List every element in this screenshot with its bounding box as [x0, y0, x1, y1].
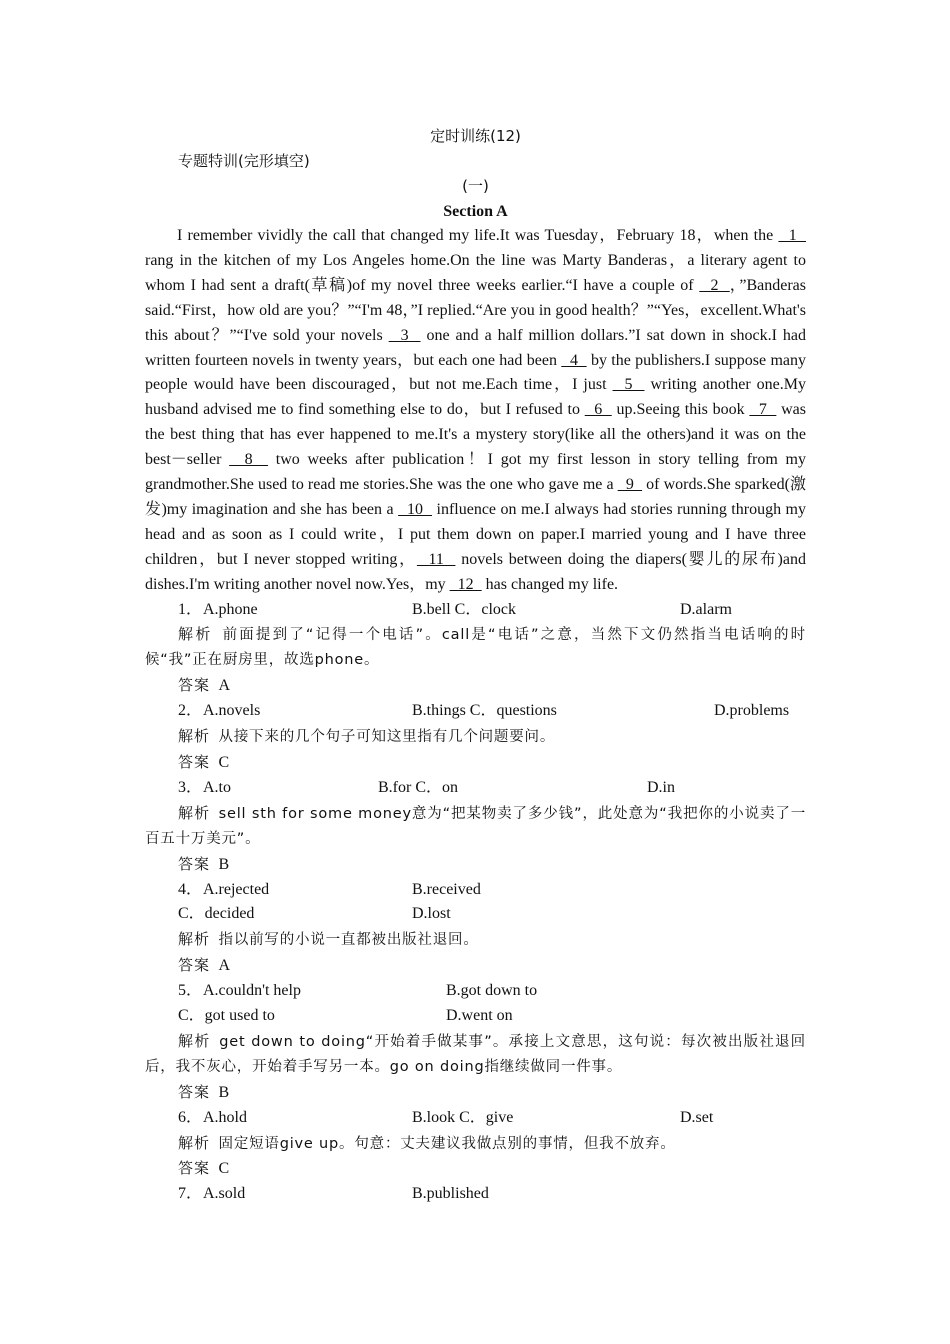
passage-text: two weeks after publication！I got my first lesson in story telling from my grandmother.She used to read me stories.She was the one who gave me a: [145, 451, 806, 494]
answer-option[interactable]: A.hold: [203, 1108, 247, 1126]
cloze-passage: [145, 224, 806, 598]
answer-option[interactable]: D.went on: [446, 1007, 513, 1024]
answer-option[interactable]: D.problems: [714, 702, 790, 720]
question-options-row: [145, 699, 806, 724]
blank-slot[interactable]: 3: [388, 326, 421, 344]
explanation: [145, 801, 806, 852]
answer-option[interactable]: D.alarm: [680, 600, 732, 618]
answer-option[interactable]: A.to: [203, 778, 231, 796]
question-options-row: [145, 1106, 806, 1131]
explanation-label: 解析: [178, 1133, 219, 1152]
answer-label: 答案: [178, 1082, 219, 1101]
answer-label: 答案: [178, 1159, 219, 1178]
answer-option[interactable]: C．decided: [178, 905, 255, 923]
question-options-row: [145, 979, 806, 1004]
blank-slot[interactable]: 7: [749, 401, 777, 419]
answer-line: [145, 953, 806, 979]
answer-option[interactable]: B.things C．questions: [412, 702, 557, 720]
explanation-text: sell sth for some money意为“把某物卖了多少钱”，此处意为“我把你的小说卖了一百五十万美元”。: [145, 805, 806, 847]
answer-option[interactable]: A.novels: [203, 702, 261, 720]
passage-text: of words.She sparked(激发)my imagination and she has been a: [145, 476, 806, 518]
answer-value: A: [218, 677, 231, 695]
explanation-label: 解析: [178, 1031, 220, 1050]
document-content: [145, 124, 806, 1207]
answer-value: C: [218, 754, 230, 771]
explanation-label: 解析: [178, 803, 219, 822]
explanation: [145, 622, 806, 673]
answer-option[interactable]: B.for C．on: [378, 778, 459, 796]
passage-text: by the publishers.I suppose many people would have been discouraged，but not me.Each time，I just: [145, 351, 807, 394]
answer-option[interactable]: A.rejected: [203, 880, 270, 898]
answer-label: 答案: [178, 956, 219, 975]
question-number: 3．: [178, 778, 203, 796]
question-number: 5．: [178, 982, 203, 1000]
answer-option[interactable]: A.phone: [203, 600, 258, 618]
answer-line: [145, 852, 806, 878]
explanation-text: 从接下来的几个句子可知这里指有几个问题要问。: [218, 729, 556, 746]
passage-text: rang in the kitchen of my Los Angeles home.On the line was Marty Banderas，a literary agent to whom I had sent a draft(草稿)of my novel three weeks earlier.“I have a couple of: [145, 251, 806, 294]
explanation: [145, 1131, 806, 1157]
explanation-text: 前面提到了“记得一个电话”。call是“电话”之意，当然下文仍然指当电话响的时候“我”正在厨房里，故选phone。: [145, 627, 806, 669]
answer-option[interactable]: B.look C．give: [412, 1108, 514, 1126]
question-options-row: [145, 1004, 806, 1029]
blank-slot[interactable]: 11: [416, 550, 456, 568]
answer-value: B: [218, 1083, 230, 1101]
answer-line: [145, 1156, 806, 1182]
question-number: 6．: [178, 1108, 203, 1126]
answer-option[interactable]: D.set: [680, 1108, 714, 1126]
answer-option[interactable]: C．got used to: [178, 1007, 275, 1024]
answer-label: 答案: [178, 676, 219, 695]
explanation-label: 解析: [178, 930, 219, 949]
question-options-row: [145, 902, 806, 927]
answer-line: [145, 1080, 806, 1106]
question-options-row: [145, 776, 806, 801]
answer-option[interactable]: B.bell C．clock: [412, 600, 516, 618]
answer-option[interactable]: D.lost: [412, 905, 451, 923]
answer-line: [145, 750, 806, 776]
answer-option[interactable]: B.published: [412, 1185, 489, 1203]
answer-value: C: [218, 1160, 230, 1178]
explanation: [145, 927, 806, 953]
page-subtitle: 专题特训(完形填空): [178, 152, 310, 170]
question-options-row: [145, 598, 806, 623]
blank-slot[interactable]: 12: [449, 575, 482, 593]
answer-line: [145, 673, 806, 699]
section-name: Section A: [443, 203, 508, 220]
page-title: 定时训练(12): [430, 127, 521, 145]
blank-slot[interactable]: 4: [561, 351, 587, 369]
passage-text: novels between doing the diapers(婴儿的尿布)and dishes.I'm writing another novel now.Yes，my: [145, 550, 806, 593]
answer-value: A: [218, 957, 231, 975]
answer-option[interactable]: B.got down to: [446, 982, 538, 1000]
blank-slot[interactable]: 8: [229, 451, 269, 469]
blank-slot[interactable]: 1: [778, 227, 806, 244]
answer-label: 答案: [178, 854, 219, 873]
question-number: 4．: [178, 880, 203, 898]
passage-text: ，”Banderas said.“First，how old are you？”“I'm 48，”I replied.“Are you in good health？”“Yes，excellent.What's this about？”“I've sold your novels: [145, 276, 807, 344]
blank-slot[interactable]: 2: [699, 276, 730, 294]
explanation-text: 指以前写的小说一直都被出版社退回。: [218, 932, 479, 949]
explanation-text: 固定短语give up。句意：丈夫建议我做点别的事情，但我不放弃。: [218, 1135, 676, 1152]
explanation-label: 解析: [178, 727, 219, 746]
answer-option[interactable]: A.sold: [203, 1185, 246, 1203]
answer-label: 答案: [178, 753, 219, 771]
answer-option[interactable]: D.in: [647, 778, 675, 796]
passage-text: writing another one.My husband advised me to find something else to do，but I refused to: [145, 376, 806, 419]
question-options-row: [145, 1182, 806, 1207]
answer-option[interactable]: A.couldn't help: [203, 982, 301, 1000]
answer-option[interactable]: B.received: [412, 880, 481, 898]
question-number: 1．: [178, 600, 203, 618]
passage-text: has changed my life.: [481, 575, 619, 593]
passage-text: was the best thing that has ever happened to me.It's a mystery story(like all the others)and it was on the best－seller: [145, 401, 807, 469]
explanation-label: 解析: [178, 625, 222, 644]
blank-slot[interactable]: 10: [398, 500, 433, 518]
section-number: (一): [462, 177, 489, 195]
question-options-row: [145, 878, 806, 903]
blank-slot[interactable]: 5: [612, 376, 645, 394]
question-number: 2．: [178, 702, 203, 720]
passage-text: up.Seeing this book: [611, 401, 750, 419]
question-list: [145, 598, 806, 1208]
question-number: 7．: [178, 1185, 203, 1203]
passage-text: one and a half million dollars.”I sat down in shock.I had written fourteen novels in twenty years，but each one had been: [145, 326, 806, 369]
explanation: [145, 1029, 806, 1080]
passage-text: influence on me.I always had stories running through my head and as soon as I could write，I put them down on paper.I married young and I have three children，but I never stopped writing，: [145, 500, 807, 568]
blank-slot[interactable]: 6: [584, 401, 612, 419]
answer-value: B: [218, 855, 230, 873]
explanation-text: get down to doing“开始着手做某事”。承接上文意思，这句说：每次被出版社退回后，我不灰心，开始着手写另一本。go on doing指继续做同一件事。: [145, 1033, 806, 1075]
explanation: [145, 724, 806, 750]
passage-text: I remember vividly the call that changed my life.It was Tuesday，February 18，when the: [177, 227, 779, 244]
blank-slot[interactable]: 9: [617, 476, 643, 494]
